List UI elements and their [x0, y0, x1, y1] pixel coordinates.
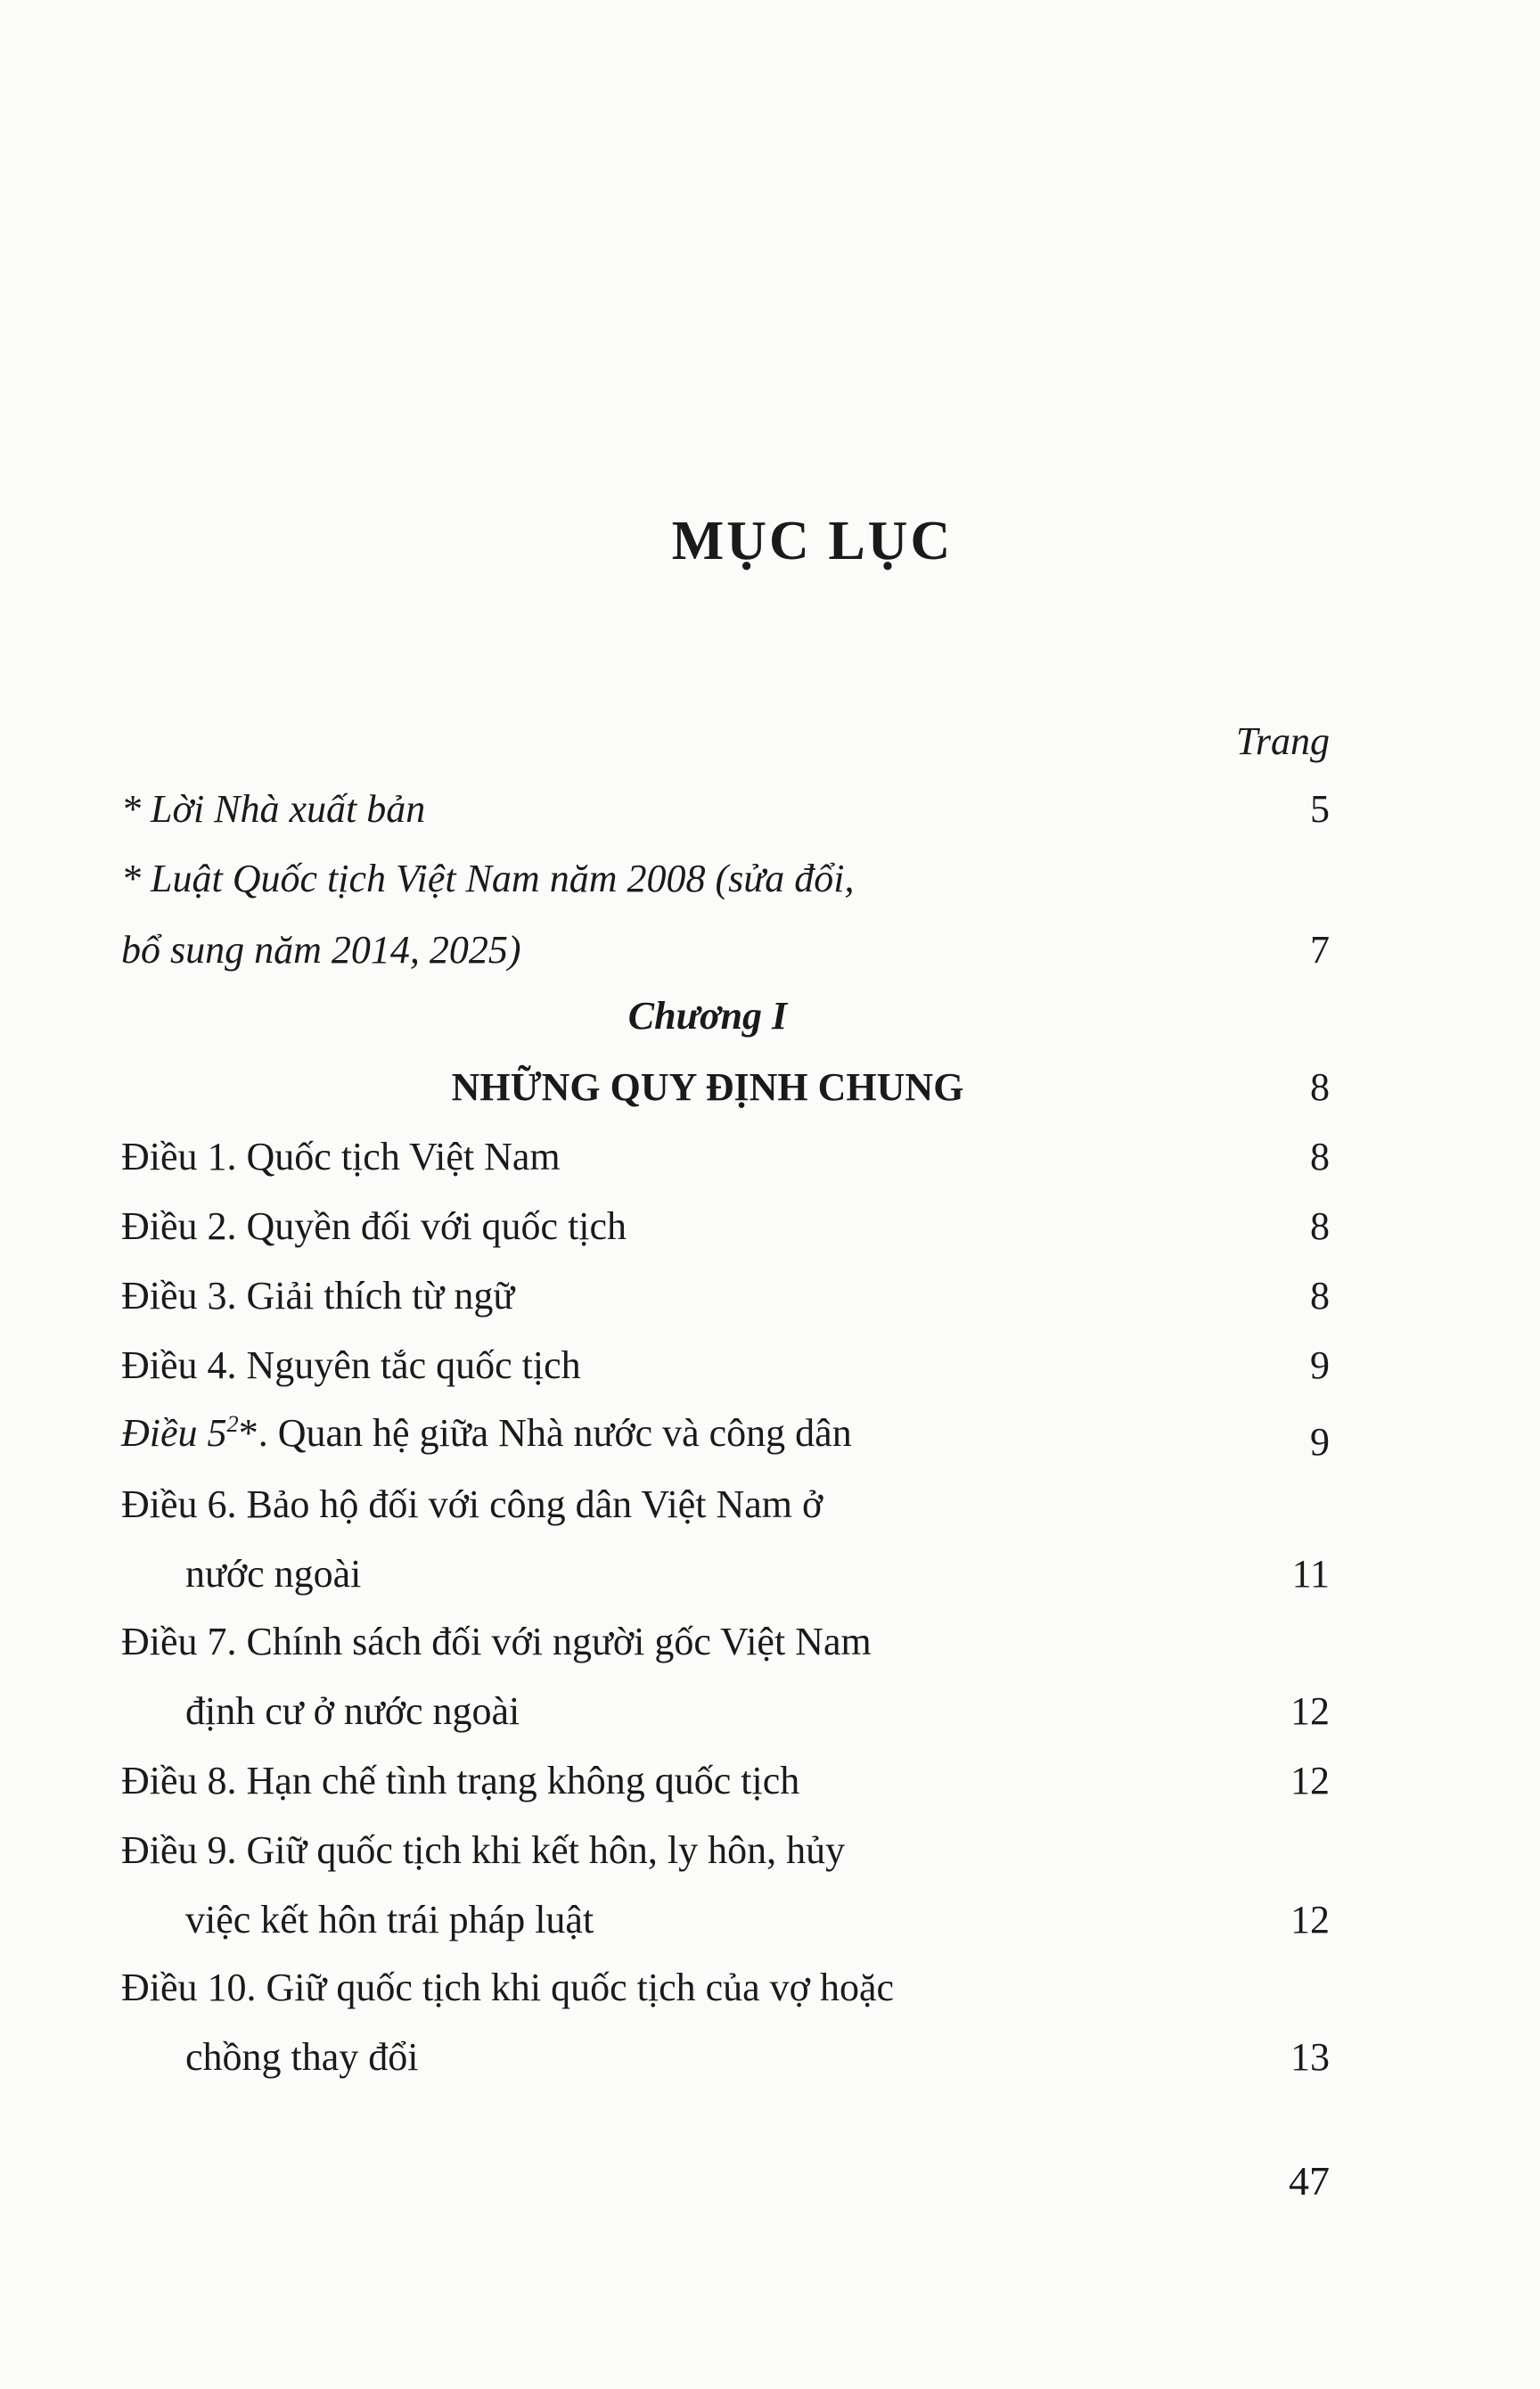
toc-entry-label-line2: nước ngoài: [185, 1552, 362, 1596]
toc-entry-label-line1: * Luật Quốc tịch Việt Nam năm 2008 (sửa đổi,: [121, 857, 855, 900]
toc-entry-page: 9: [1310, 1420, 1330, 1464]
page-number: 47: [1289, 2158, 1330, 2204]
toc-entry-label: Điều 4. Nguyên tắc quốc tịch: [121, 1343, 581, 1387]
toc-entry-label-line2: bổ sung năm 2014, 2025): [121, 928, 521, 972]
page-column-label: Trang: [1235, 719, 1330, 763]
toc-entry-label: Điều 3. Giải thích từ ngữ: [121, 1274, 515, 1318]
chapter-title: NHỮNG QUY ĐỊNH CHUNG: [451, 1065, 964, 1109]
article-prefix: Điều 5: [121, 1411, 227, 1455]
toc-entry-label: Điều 2. Quyền đối với quốc tịch: [121, 1204, 627, 1248]
toc-entry-label: Điều 1. Quốc tịch Việt Nam: [121, 1135, 561, 1178]
toc-entry-label-line2: chồng thay đổi: [185, 2035, 419, 2079]
toc-entry-page: 12: [1290, 1759, 1330, 1802]
chapter-number: Chương I: [627, 994, 788, 1038]
toc-entry-label: Điều 8. Hạn chế tình trạng không quốc tịch: [121, 1759, 800, 1802]
toc-entry-label-line1: Điều 10. Giữ quốc tịch khi quốc tịch của vợ hoặc: [121, 1966, 895, 2009]
toc-entry-page: 11: [1291, 1552, 1330, 1596]
toc-entry-label-line2: việc kết hôn trái pháp luật: [185, 1898, 594, 1942]
toc-entry-label-line1: Điều 7. Chính sách đối với người gốc Việt Nam: [121, 1620, 872, 1663]
footnote-marker: 2: [226, 1410, 239, 1438]
page-title: MỤC LỤC: [671, 511, 954, 571]
toc-entry-page: 8: [1310, 1135, 1330, 1178]
toc-entry-label-line2: định cư ở nước ngoài: [185, 1689, 520, 1733]
toc-entry-page: 12: [1290, 1898, 1330, 1942]
toc-entry-page: 7: [1310, 928, 1330, 972]
toc-entry-page: 8: [1310, 1065, 1330, 1109]
toc-entry-label-line1: Điều 9. Giữ quốc tịch khi kết hôn, ly hôn, hủy: [121, 1828, 846, 1872]
toc-entry-page: 8: [1310, 1274, 1330, 1318]
toc-entry-page: 8: [1310, 1204, 1330, 1248]
toc-entry-page: 12: [1290, 1689, 1330, 1733]
toc-entry-label-line1: Điều 6. Bảo hộ đối với công dân Việt Nam ở: [121, 1482, 823, 1526]
article-suffix: *. Quan hệ giữa Nhà nước và công dân: [238, 1411, 852, 1455]
toc-entry-label: [121, 1410, 852, 1457]
toc-entry-page: 5: [1310, 787, 1330, 831]
toc-entry-label: * Lời Nhà xuất bản: [121, 787, 426, 831]
toc-entry-page: 13: [1290, 2035, 1330, 2079]
toc-entry-page: 9: [1310, 1343, 1330, 1387]
